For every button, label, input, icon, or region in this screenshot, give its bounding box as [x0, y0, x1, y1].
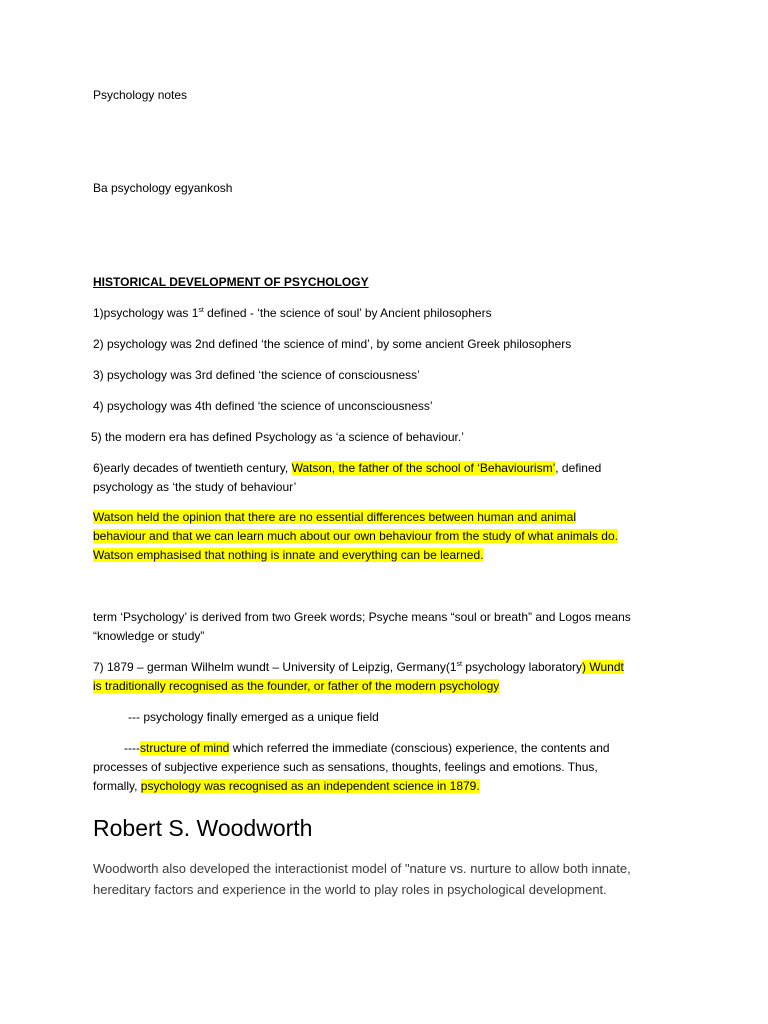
structure-line-2: processes of subjective experience such as sensations, thoughts, feelings and emotions. Thus, — [93, 760, 598, 774]
structure-line3-text: formally, — [93, 779, 141, 793]
term-line-1: term ‘Psychology’ is derived from two Greek words; Psyche means “soul or breath” and Logos means — [93, 610, 631, 624]
item6-text-b: , defined — [555, 461, 602, 475]
list-item-3: 3) psychology was 3rd defined ‘the science of consciousness’ — [93, 368, 420, 382]
list-item-7 — [93, 658, 624, 677]
structure-dash: ---- — [124, 741, 140, 755]
list-item-6 — [93, 459, 601, 478]
watson-line-2 — [93, 527, 618, 546]
list-item-2: 2) psychology was 2nd defined ‘the science of mind’, by some ancient Greek philosophers — [93, 337, 572, 351]
list-item-6-line2: psychology as ‘the study of behaviour’ — [93, 480, 297, 494]
item6-highlight: Watson, the father of the school of ‘Behaviourism’ — [291, 461, 556, 475]
structure-highlight: structure of mind — [139, 741, 230, 755]
item7-sup: st — [456, 661, 462, 668]
item6-text-a: 6)early decades of twentieth century, — [93, 461, 292, 475]
list-item-1 — [93, 304, 492, 323]
item7-text-b: psychology laboratory — [461, 660, 583, 674]
emerged-line: --- psychology finally emerged as a unique field — [128, 710, 379, 724]
item7-highlight: ) Wundt — [582, 660, 624, 674]
watson-line-1 — [93, 508, 576, 527]
structure-line-3 — [93, 777, 480, 796]
list-item-5: 5) the modern era has defined Psychology as ‘a science of behaviour.’ — [91, 430, 464, 444]
watson-line-3 — [93, 546, 483, 565]
structure-line3-highlight: psychology was recognised as an independent science in 1879. — [140, 779, 480, 793]
item7-highlight-2: is traditionally recognised as the founder, or father of the modern psychology — [93, 679, 500, 693]
structure-rest: which referred the immediate (conscious) experience, the contents and — [229, 741, 610, 755]
term-line-2: “knowledge or study” — [93, 629, 205, 643]
list-item-7-line2 — [93, 677, 499, 696]
item7-text-a: 7) 1879 – german Wilhelm wundt – University of Leipzig, Germany(1 — [93, 660, 457, 674]
list-item-4: 4) psychology was 4th defined ‘the science of unconsciousness’ — [93, 399, 433, 413]
watson-highlight-1: Watson held the opinion that there are no essential differences between human and animal — [93, 510, 576, 524]
item1-text-a: 1)psychology was 1 — [93, 306, 199, 320]
woodworth-heading: Robert S. Woodworth — [93, 815, 313, 841]
watson-highlight-2: behaviour and that we can learn much about our own behaviour from the study of what animals do. — [93, 529, 618, 543]
doc-title: Psychology notes — [93, 88, 188, 102]
structure-line-1 — [124, 739, 610, 758]
watson-highlight-3: Watson emphasised that nothing is innate and everything can be learned. — [93, 548, 484, 562]
item1-sup: st — [198, 307, 204, 314]
section-heading: HISTORICAL DEVELOPMENT OF PSYCHOLOGY — [93, 275, 369, 289]
woodworth-paragraph: Woodworth also developed the interactionist model of "nature vs. nurture to allow both innate, hereditary factors and experience in the world to play roles in psychological development. — [93, 861, 631, 897]
item1-text-b: defined - ‘the science of soul’ by Ancient philosophers — [203, 306, 492, 320]
doc-source: Ba psychology egyankosh — [93, 181, 233, 195]
